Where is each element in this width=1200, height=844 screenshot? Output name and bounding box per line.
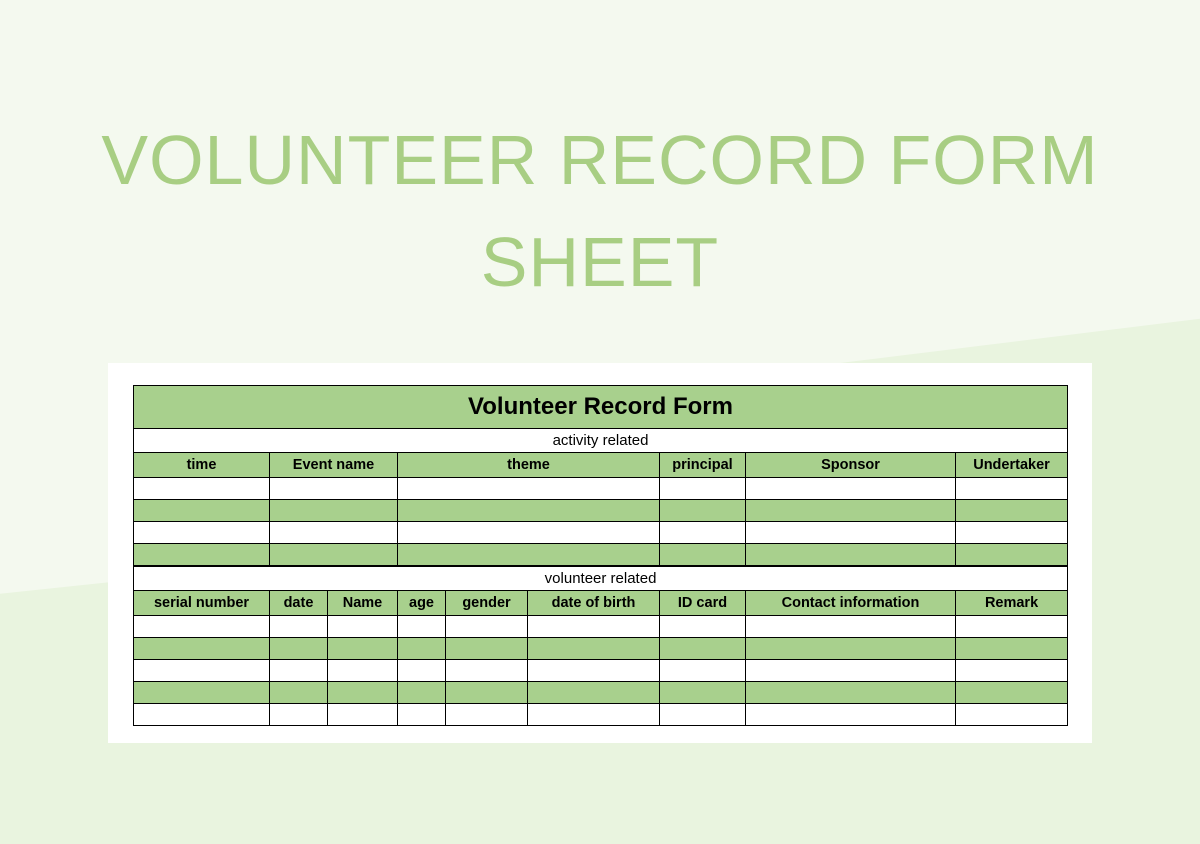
cell[interactable] — [746, 478, 956, 500]
cell[interactable] — [328, 616, 398, 638]
column-header-name: Name — [328, 591, 398, 616]
cell[interactable] — [956, 544, 1068, 566]
cell[interactable] — [398, 660, 446, 682]
cell[interactable] — [660, 638, 746, 660]
cell[interactable] — [660, 660, 746, 682]
cell[interactable] — [134, 478, 270, 500]
section-label-volunteer: volunteer related — [134, 567, 1068, 591]
cell[interactable] — [660, 682, 746, 704]
cell[interactable] — [270, 500, 398, 522]
cell[interactable] — [528, 616, 660, 638]
cell[interactable] — [134, 682, 270, 704]
page-title: VOLUNTEER RECORD FORM SHEET — [101, 121, 1099, 301]
table-row[interactable] — [134, 704, 1068, 726]
cell[interactable] — [746, 500, 956, 522]
table-row[interactable] — [134, 478, 1068, 500]
table-row[interactable] — [134, 500, 1068, 522]
cell[interactable] — [270, 616, 328, 638]
cell[interactable] — [398, 500, 660, 522]
cell[interactable] — [134, 638, 270, 660]
cell[interactable] — [746, 638, 956, 660]
cell[interactable] — [328, 682, 398, 704]
column-header-date: date — [270, 591, 328, 616]
column-header-theme: theme — [398, 453, 660, 478]
table-row[interactable] — [134, 544, 1068, 566]
cell[interactable] — [328, 704, 398, 726]
column-header-row-volunteer — [134, 591, 1068, 616]
cell[interactable] — [134, 500, 270, 522]
cell[interactable] — [528, 660, 660, 682]
cell[interactable] — [746, 660, 956, 682]
cell[interactable] — [446, 638, 528, 660]
cell[interactable] — [398, 682, 446, 704]
column-header-id-card: ID card — [660, 591, 746, 616]
cell[interactable] — [328, 660, 398, 682]
cell[interactable] — [746, 616, 956, 638]
table-row[interactable] — [134, 616, 1068, 638]
cell[interactable] — [398, 478, 660, 500]
cell[interactable] — [270, 682, 328, 704]
cell[interactable] — [746, 522, 956, 544]
column-header-remark: Remark — [956, 591, 1068, 616]
cell[interactable] — [270, 544, 398, 566]
column-header-sponsor: Sponsor — [746, 453, 956, 478]
column-header-serial-number: serial number — [134, 591, 270, 616]
cell[interactable] — [328, 638, 398, 660]
table-row[interactable] — [134, 638, 1068, 660]
section-label-activity: activity related — [134, 429, 1068, 453]
column-header-date-of-birth: date of birth — [528, 591, 660, 616]
cell[interactable] — [134, 522, 270, 544]
cell[interactable] — [528, 638, 660, 660]
cell[interactable] — [956, 638, 1068, 660]
table-row[interactable] — [134, 660, 1068, 682]
cell[interactable] — [956, 616, 1068, 638]
volunteer-details-table — [133, 566, 1068, 726]
cell[interactable] — [746, 544, 956, 566]
cell[interactable] — [398, 616, 446, 638]
cell[interactable] — [270, 522, 398, 544]
cell[interactable] — [398, 704, 446, 726]
cell[interactable] — [446, 616, 528, 638]
column-header-contact-information: Contact information — [746, 591, 956, 616]
cell[interactable] — [528, 704, 660, 726]
column-header-row-activity — [134, 453, 1068, 478]
column-header-principal: principal — [660, 453, 746, 478]
cell[interactable] — [446, 682, 528, 704]
cell[interactable] — [134, 660, 270, 682]
cell[interactable] — [660, 544, 746, 566]
cell[interactable] — [956, 478, 1068, 500]
cell[interactable] — [270, 704, 328, 726]
cell[interactable] — [956, 682, 1068, 704]
cell[interactable] — [270, 478, 398, 500]
spreadsheet-card — [108, 363, 1092, 743]
cell[interactable] — [956, 704, 1068, 726]
volunteer-record-table — [133, 385, 1068, 566]
cell[interactable] — [134, 544, 270, 566]
table-row[interactable] — [134, 682, 1068, 704]
cell[interactable] — [398, 522, 660, 544]
column-header-event-name: Event name — [270, 453, 398, 478]
cell[interactable] — [134, 704, 270, 726]
cell[interactable] — [660, 522, 746, 544]
column-header-gender: gender — [446, 591, 528, 616]
cell[interactable] — [528, 682, 660, 704]
cell[interactable] — [660, 500, 746, 522]
cell[interactable] — [956, 660, 1068, 682]
table-row[interactable] — [134, 522, 1068, 544]
column-header-time: time — [134, 453, 270, 478]
cell[interactable] — [134, 616, 270, 638]
cell[interactable] — [660, 478, 746, 500]
cell[interactable] — [660, 704, 746, 726]
cell[interactable] — [446, 704, 528, 726]
cell[interactable] — [956, 522, 1068, 544]
cell[interactable] — [956, 500, 1068, 522]
column-header-undertaker: Undertaker — [956, 453, 1068, 478]
column-header-age: age — [398, 591, 446, 616]
cell[interactable] — [270, 660, 328, 682]
cell[interactable] — [398, 638, 446, 660]
cell[interactable] — [398, 544, 660, 566]
cell[interactable] — [746, 682, 956, 704]
section-header-volunteer — [134, 567, 1068, 591]
cell[interactable] — [746, 704, 956, 726]
sheet-title: Volunteer Record Form — [134, 386, 1068, 429]
cell[interactable] — [270, 638, 328, 660]
section-header-activity — [134, 429, 1068, 453]
table-title-row — [134, 386, 1068, 429]
cell[interactable] — [660, 616, 746, 638]
cell[interactable] — [446, 660, 528, 682]
